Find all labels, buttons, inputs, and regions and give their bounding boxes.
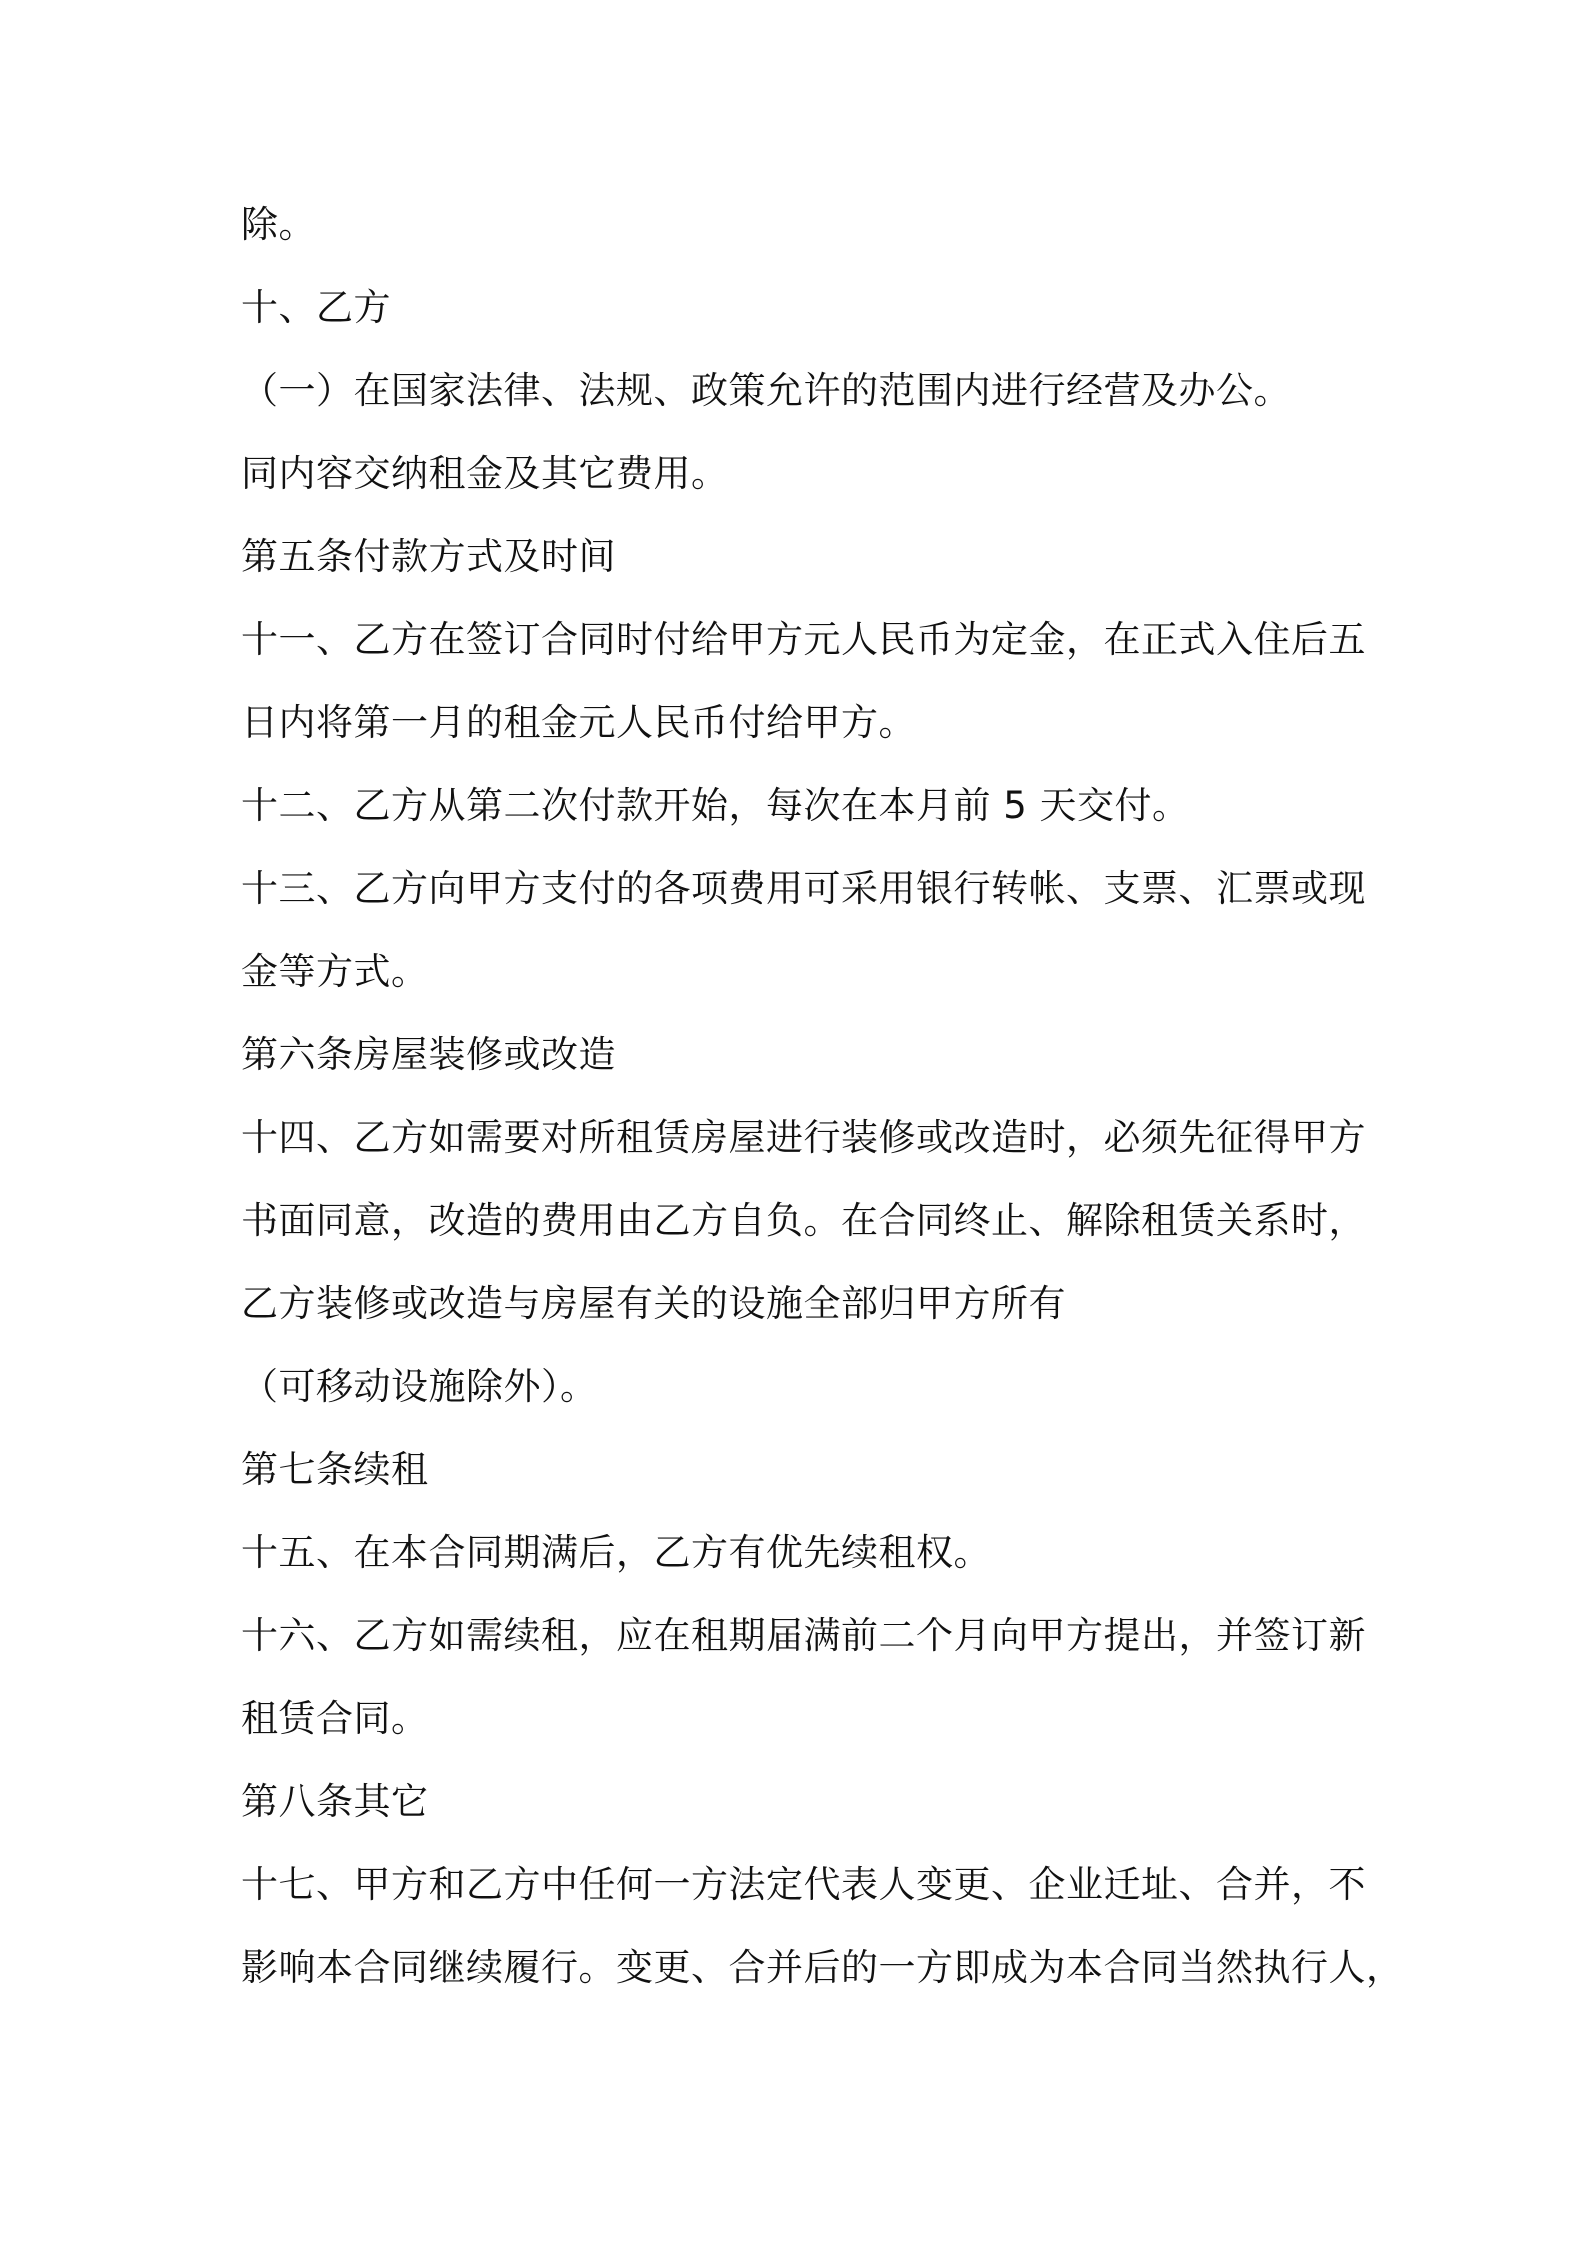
- article-heading-5: 第五条付款方式及时间: [241, 535, 616, 578]
- clause-11-line-2: 日内将第一月的租金元人民币付给甲方。: [241, 701, 916, 744]
- clause-11-line-1: 十一、乙方在签订合同时付给甲方元人民币为定金，在正式入住后五: [241, 618, 1366, 661]
- article-heading-7: 第七条续租: [241, 1448, 429, 1491]
- text-line-3: （一）在国家法律、法规、政策允许的范围内进行经营及办公。: [241, 369, 1291, 412]
- clause-13-line-2: 金等方式。: [241, 950, 429, 993]
- clause-14-line-2: 书面同意，改造的费用由乙方自负。在合同终止、解除租赁关系时，: [241, 1199, 1366, 1242]
- clause-15: 十五、在本合同期满后，乙方有优先续租权。: [241, 1531, 991, 1574]
- text-line-4: 同内容交纳租金及其它费用。: [241, 452, 729, 495]
- article-heading-6: 第六条房屋装修或改造: [241, 1033, 616, 1076]
- clause-16-line-1: 十六、乙方如需续租，应在租期届满前二个月向甲方提出，并签订新: [241, 1614, 1366, 1657]
- clause-17-line-1: 十七、甲方和乙方中任何一方法定代表人变更、企业迁址、合并，不: [241, 1863, 1366, 1906]
- text-line-1: 除。: [241, 203, 316, 246]
- clause-12: 十二、乙方从第二次付款开始，每次在本月前 5 天交付。: [241, 784, 1190, 827]
- clause-16-line-2: 租赁合同。: [241, 1697, 429, 1740]
- clause-heading-10: 十、乙方: [241, 286, 391, 329]
- clause-14-line-4: （可移动设施除外）。: [241, 1365, 598, 1408]
- clause-17-line-2: 影响本合同继续履行。变更、合并后的一方即成为本合同当然执行人，: [241, 1946, 1404, 1989]
- clause-14-line-3: 乙方装修或改造与房屋有关的设施全部归甲方所有: [241, 1282, 1066, 1325]
- clause-13-line-1: 十三、乙方向甲方支付的各项费用可采用银行转帐、支票、汇票或现: [241, 867, 1366, 910]
- article-heading-8: 第八条其它: [241, 1780, 429, 1823]
- clause-14-line-1: 十四、乙方如需要对所租赁房屋进行装修或改造时，必须先征得甲方: [241, 1116, 1366, 1159]
